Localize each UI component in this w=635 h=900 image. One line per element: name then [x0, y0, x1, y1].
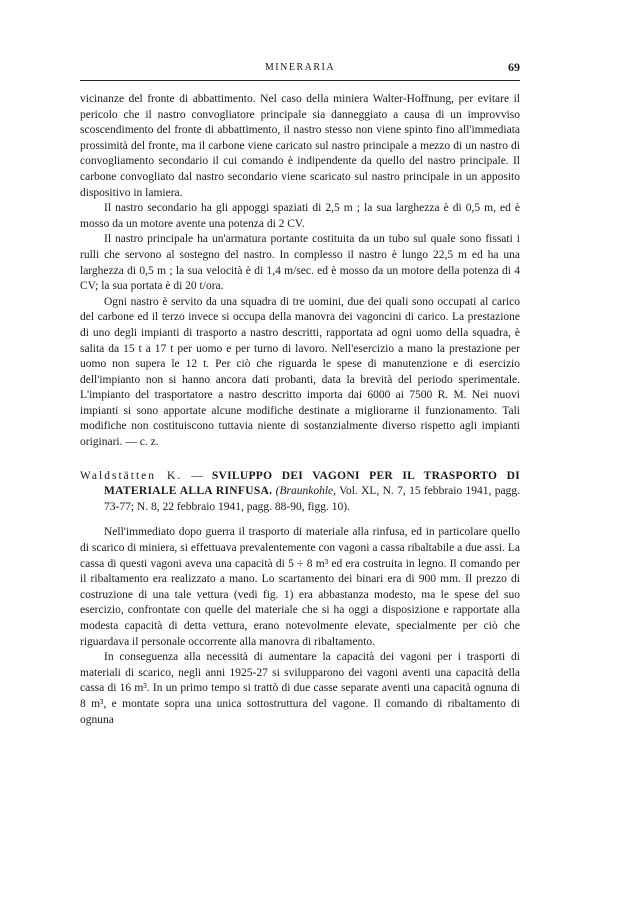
entry-title: SVILUPPO DEI VAGONI PER IL TRASPORTO DI MATERIALE ALLA RINFUSA.	[104, 469, 521, 498]
page-number: 69	[508, 60, 520, 74]
section-gap	[80, 451, 520, 469]
section-gap	[80, 515, 520, 525]
body-paragraph: In conseguenza alla necessità di aumentare la capacità dei vagoni per i trasporti di materiali di scarico, negli anni 1925-27 si svilupparono dei vagoni aventi una capacità della cassa di 16 m³. In un primo tempo si trattò di due casse separate aventi una capacità ognuna di 8 m³, e montate sopra una unica sottostruttura del vagone. Il comando di ribaltamento di ognuna	[80, 651, 520, 726]
body-paragraph: Ogni nastro è servito da una squadra di tre uomini, due dei quali sono occupati al carico del carbone ed il terzo invece si occupa della manovra dei vagoncini di carico. La prestazione di uno degli impianti di trasporto a nastro descritti, rapportata ad ogni uomo della squadra, è salita da 15 t a 17 t per uomo e per turno di lavoro. Nell'esercizio a mano la prestazione per uomo non supera le 12 t. Per ciò che riguarda le spese di manutenzione e di esercizio dell'impianto non si hanno ancora dati probanti, data la brevità del periodo sperimentale. L'impianto del trasportatore a nastro descritto importa dai 6000 ai 7500 R. M. Nei nuovi impianti si sono apportate alcune modifiche destinate a migliorarne il funzionamento. Tali modifiche non costituiscono tuttavia niente di sostanzialmente diverso rispetto agli impianti originari. — c. z.	[80, 295, 520, 449]
entry-author: Waldstätten K.	[80, 469, 183, 482]
bibliographic-entry	[80, 469, 520, 516]
page-header	[80, 60, 520, 76]
body-paragraph: Nell'immediato dopo guerra il trasporto di materiale alla rinfusa, ed in particolare quello di scarico di miniera, si effettuava prevalentemente con vagoni a cassa ribaltabile a due assi. La cassa di questi vagoni aveva una capacità di 5 ÷ 8 m³ ed era costruita in legno. Il comando per il ribaltamento era realizzato a mano. Lo scartamento dei binari era di 900 mm. Il prezzo di costruzione di una tale vettura (vedi fig. 1) era abbastanza modesto, ma le spese del suo esercizio, confrontate con quelle del materiale che si ha oggi a disposizione e rapportate alla modesta capacità di detta vettura, erano notevolmente elevate, specialmente per ciò che riguardava il personale occorrente alla manovra di ribaltamento.	[80, 526, 520, 648]
body-paragraph: Il nastro principale ha un'armatura portante costituita da un tubo sul quale sono fissati i rulli che servono al sostegno del nastro. In complesso il nastro è lungo 22,5 m ed ha una larghezza di 0,5 m ; la sua velocità è di 1,4 m/sec. ed è mosso da un motore della potenza di 4 CV; la sua portata è di 20 t/ora.	[80, 233, 520, 293]
entry-journal: (Braunkohle,	[275, 485, 336, 498]
running-title: MINERARIA	[264, 62, 336, 73]
header-rule	[80, 80, 520, 81]
body-paragraph: vicinanze del fronte di abbattimento. Nel caso della miniera Walter-Hoffnung, per evitare il pericolo che il nastro convogliatore principale sia danneggiato a causa di un improvviso scoscendimento del fronte di abbattimento, il nastro stesso non viene spinto fino all'immediata prossimità del fronte, ma il carbone viene caricato sul nastro principale a mezzo di un nastro di convogliamento secondario il cui comando è indipendente da quello del nastro principale. Il carbone convogliato dal nastro secondario viene scaricato sul nastro principale in un apposito dispositivo in lamiera.	[80, 93, 520, 199]
entry-citation: Vol. XL, N. 7, 15 febbraio 1941, pagg. 73-77; N. 8, 22 febbraio 1941, pagg. 88-90, figg. 10).	[104, 485, 520, 513]
page-body	[80, 92, 520, 728]
body-paragraph: Il nastro secondario ha gli appoggi spaziati di 2,5 m ; la sua larghezza è di 0,5 m, ed è mosso da un motore avente una potenza di 2 CV.	[80, 202, 520, 230]
entry-dash: —	[182, 469, 212, 482]
